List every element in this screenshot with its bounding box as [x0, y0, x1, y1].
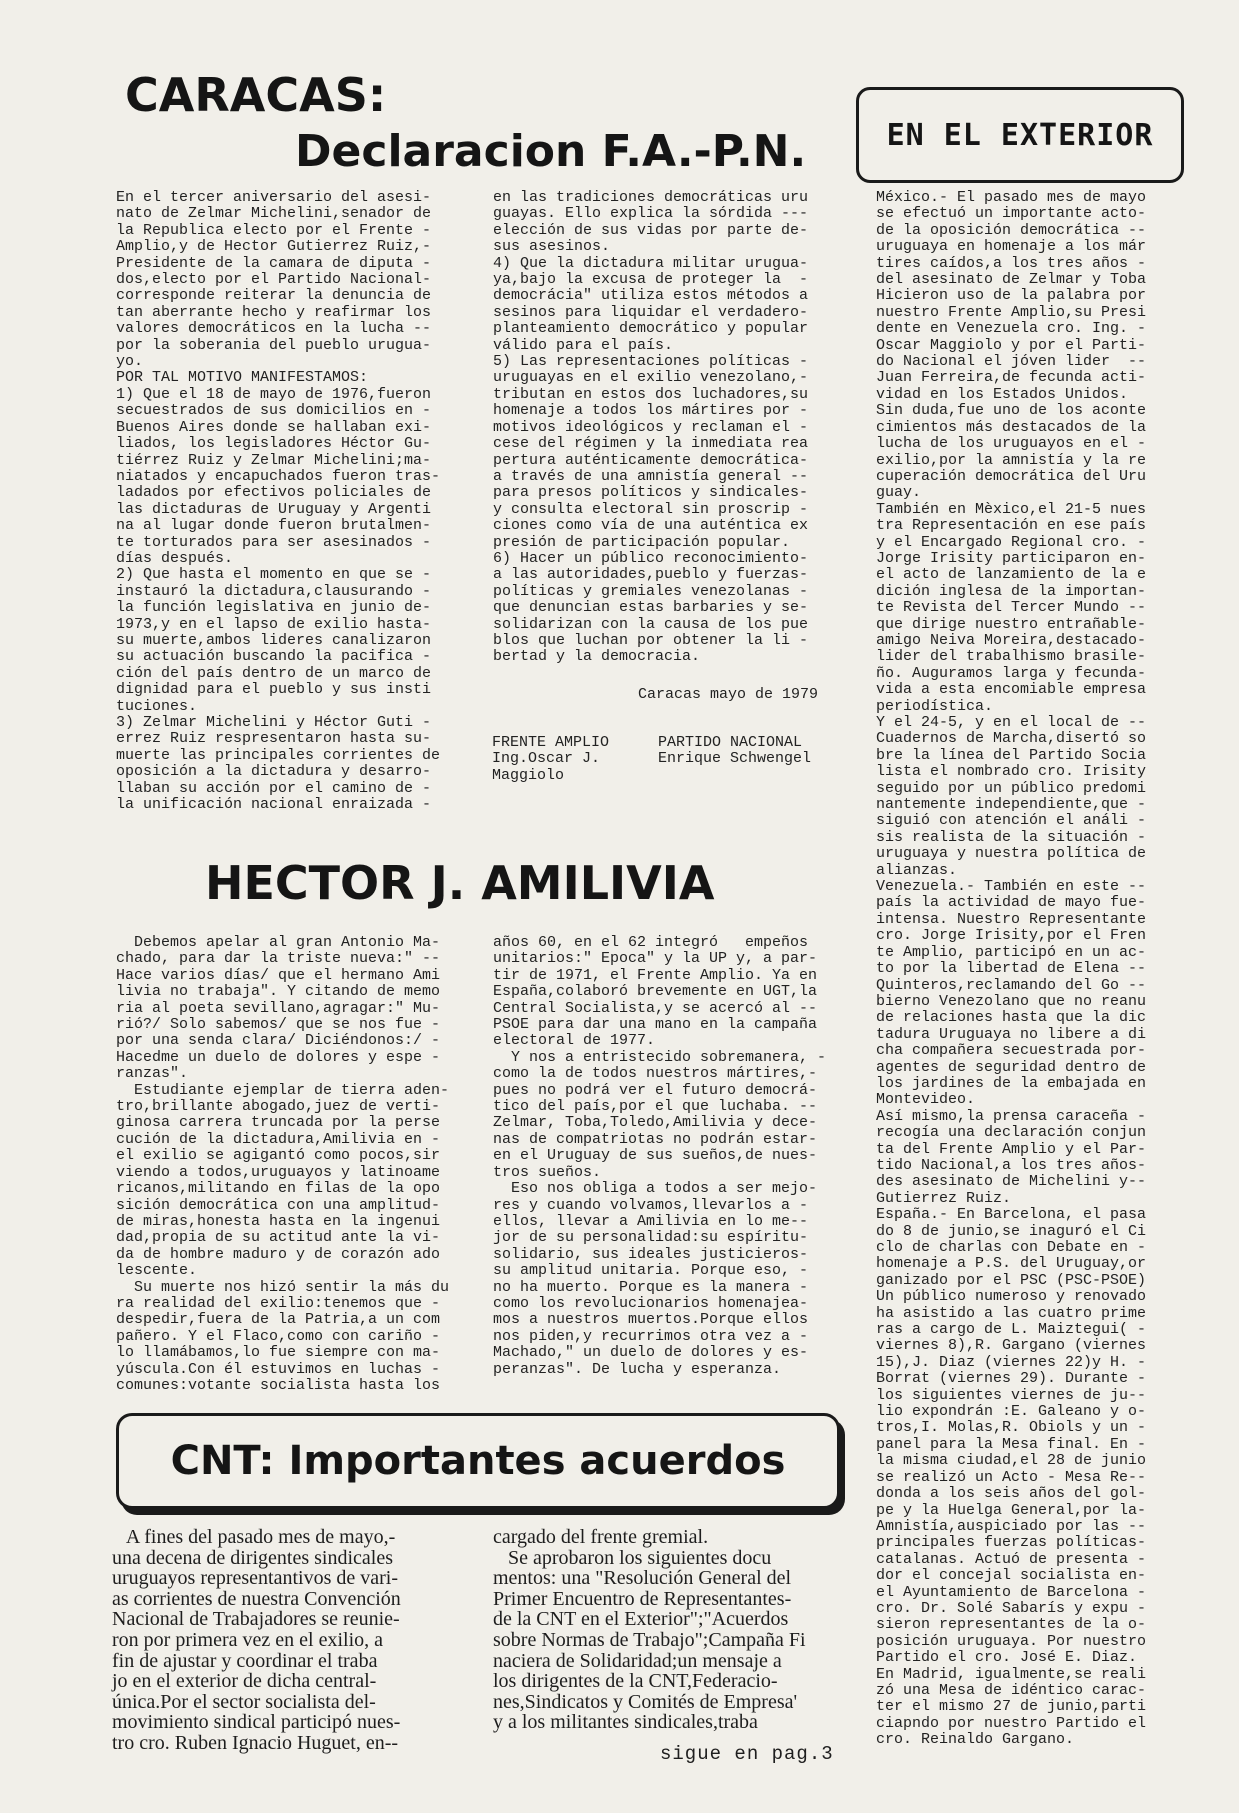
cnt-article-col1: A fines del pasado mes de mayo,- una decena de dirigentes sindicales uruguayos representantivos de vari- as corrientes de nuestra Convención Nacional de Trabajadores se reunie- ron por primera vez en el exilio, a fin de ajustar y coordinar el traba jo en el exterior de dicha central- única.Por el sector socialista del- movimiento sindical participó nues- tro cro. Ruben Ignacio Huguet, en--	[112, 1526, 401, 1754]
exterior-column-text: México.- El pasado mes de mayo se efectuó un importante acto- de la oposición democrática -- uruguaya en homenaje a los már tires caídos,a los tres años - del asesinato de Zelmar y Toba Hicieron uso de la palabra por nuestro Frente Amplio,su Presi dente en Venezuela cro. Ing. - Oscar Maggiolo y por el Parti- do Nacional el jóven lider -- Juan Ferreira,de fecunda acti- vidad en los Estados Unidos. Sin duda,fue uno de los aconte cimientos más destacados de la lucha de los uruguayos en el - exilio,por la amnistía y la re cuperación democrática del Uru guay. También en Mèxico,el 21-5 nues tra Representación en ese país y el Encargado Regional cro. - Jorge Irisity participaron en- el acto de lanzamiento de la e dición inglesa de la importan- te Revista del Tercer Mundo -- que dirige nuestro entrañable- amigo Neiva Moreira,destacado- lider del trabalhismo brasile- ño. Auguramos larga y fecunda- vida a esta encomiable empresa periodística. Y el 24-5, y en el local de -- Cuadernos de Marcha,disertó so bre la línea del Partido Socia lista el nombrado cro. Irisity seguido por un público predomi nantemente independiente,que - siguió con atención el análi - sis realista de la situación - uruguaya y nuestra política de alianzas. Venezuela.- También en este -- país la actividad de mayo fue- intensa. Nuestro Representante cro. Jorge Irisity,por el Fren te Amplio, participó en un ac- to por la libertad de Elena -- Quinteros,reclamando del Go -- bierno Venezolano que no reanu de relaciones hasta que la dic tadura Uruguaya no libere a di cha compañera secuestrada por- agentes de seguridad dentro de los jardines de la embajada en Montevideo. Así mismo,la prensa caraceña - recogía una declaración conjun ta del Frente Amplio y el Par- tido Nacional,a los tres años- des asesinato de Michelini y-- Gutierrez Ruiz. España.- En Barcelona, el pasa do 8 de junio,se inaguró el Ci clo de charlas con Debate en - homenaje a P.S. del Uruguay,or ganizado por el PSC (PSC-PSOE) Un público numeroso y renovado ha asistido a las cuatro prime ras a cargo de L. Maiztegui( - viernes 8),R. Gargano (viernes 15),J. Diaz (viernes 22)y H. - Borrat (viernes 29). Durante - los siguientes viernes de ju-- lio expondrán :E. Galeano y o- tros,I. Molas,R. Obiols y un - panel para la Mesa final. En - la misma ciudad,el 28 de junio se realizó un Acto - Mesa Re-- donda a los seis años del gol- pe y la Huelga General,por la- Amnistía,auspiciado por las -- principales fuerzas políticas- catalanas. Actuó de presenta - dor el concejal socialista en- el Ayuntamiento de Barcelona - cro. Dr. Solé Sabarís y expu - sieron representantes de la o- posición uruguaya. Por nuestro Partido el cro. José E. Diaz. En Madrid, igualmente,se reali zó una Mesa de idéntico carac- ter el mismo 27 de junio,parti ciapndo por nuestro Partido el cro. Reinaldo Gargano.	[876, 189, 1147, 1749]
caracas-date-line: Caracas mayo de 1979	[638, 686, 819, 703]
caracas-article-col1: En el tercer aniversario del asesi- nato de Zelmar Michelini,senador de la Republica electo por el Frente - Amplio,y de Hector Gutierrez Ruiz,- Presidente de la camara de diputa - dos,electo por el Partido Nacional- corresponde reiterar la denuncia de tan aberrante hecho y reafirmar los valores democráticos en la lucha -- por la soberania del pueblo urugua- yo. POR TAL MOTIVO MANIFESTAMOS: 1) Que el 18 de mayo de 1976,fueron secuestrados de sus domicilios en - Buenos Aires donde se hallaban exi- liados, los legisladores Héctor Gu- tiérrez Ruiz y Zelmar Michelini;ma- niatados y encapuchados fueron tras- ladados por efectivos policiales de las dictaduras de Uruguay y Argenti na al lugar donde fueron brutalmen- te torturados para ser asesinados - días después. 2) Que hasta el momento en que se - instauró la dictadura,clausurando - la función legislativa en junio de- 1973,y en el lapso de exilio hasta- su muerte,ambos lideres canalizaron su actuación buscando la pacifica - ción del país dentro de un marco de dignidad para el pueblo y sus insti tuciones. 3) Zelmar Michelini y Héctor Guti - errez Ruiz respresentaron hasta su- muerte las principales corrientes de oposición a la dictadura y desarro- llaban su acción por el camino de - la unificación nacional enraizada -	[116, 189, 441, 814]
caracas-article-col2: en las tradiciones democráticas uru guayas. Ello explica la sórdida --- elección de sus vidas por parte de- sus asesinos. 4) Que la dictadura militar urugua- ya,bajo la excusa de proteger la - democrácia" utiliza estos métodos a sesinos para liquidar el verdadero- planteamiento democrático y popular válido para el país. 5) Las representaciones políticas - uruguayas en el exilio venezolano,- tributan en estos dos luchadores,su homenaje a todos los mártires por - motivos ideológicos y reclaman el - cese del régimen y la inmediata rea pertura auténticamente democrática- a través de una amnistía general -- para presos políticos y sindicales- y consulta electoral sin proscrip - ciones como vía de una auténtica ex presión de participación popular. 6) Hacer un público reconocimiento- a las autoridades,pueblo y fuerzas- políticas y gremiales venezolanas - que denuncian estas barbaries y se- solidarizan con la causa de los pue blos que luchan por obtener la li - bertad y la democracia.	[493, 189, 809, 666]
section-box-exterior	[856, 87, 1184, 183]
signature-partido-nacional: PARTIDO NACIONAL Enrique Schwengel	[658, 734, 812, 768]
hector-article-col1: Debemos apelar al gran Antonio Ma- chado, para dar la triste nueva:" -- Hace varios días/ que el hermano Ami livia no trabaja". Y citando de memo ria al poeta sevillano,agragar:" Mu- rió?/ Solo sabemos/ que se nos fue - por una senda clara/ Diciéndonos:/ - Hacedme un duelo de dolores y espe - ranzas". Estudiante ejemplar de tierra aden- tro,brillante abogado,juez de verti- ginosa carrera truncada por la perse cución de la dictadura,Amilivia en - el exilio se agigantó como pocos,sir viendo a todos,uruguayos y latinoame ricanos,militando en filas de la opo sición democrática con una amplitud- de miras,honesta hasta en la ingenui dad,propia de su actitud ante la vi- da de hombre maduro y de corazón ado lescente. Su muerte nos hizó sentir la más du ra realidad del exilio:tenemos que - despedir,fuera de la Patria,a un com pañero. Y el Flaco,como con cariño - lo llamábamos,lo fue siempre con ma- yúscula.Con él estuvimos en luchas - comunes:votante socialista hasta los	[116, 934, 450, 1394]
headline-box-cnt	[116, 1413, 840, 1509]
continued-on-page-note: sigue en pag.3	[660, 1743, 834, 1765]
section-title-exterior: EN EL EXTERIOR	[886, 117, 1154, 153]
signature-frente-amplio: FRENTE AMPLIO Ing.Oscar J. Maggiolo	[492, 734, 610, 784]
hector-article-col2: años 60, en el 62 integró empeños unitarios:" Epoca" y la UP y, a par- tir de 1971, el Frente Amplio. Ya en España,colaboró brevemente en UGT,la Central Socialista,y se acercó al -- PSOE para dar una mano en la campaña electoral de 1977. Y nos a entristecido sobremanera, - como la de todos nuestros mártires,- pues no podrá ver el futuro democrá- tico del país,por el que luchaba. -- Zelmar, Toba,Toledo,Amilivia y dece- nas de compatriotas no podrán estar- en el Uruguay de sus sueños,de nues- tros sueños. Eso nos obliga a todos a ser mejo- res y cuando volvamos,llevarlos a - ellos, llevar a Amilivia en lo me-- jor de su personalidad:su espíritu- solidario, sus ideales justicieros- su amplitud unitaria. Porque eso, - no ha muerto. Porque es la manera - como los revolucionarios homenajea- mos a nuestros muertos.Porque ellos nos piden,y recurrimos otra vez a - Machado," un duelo de dolores y es- peranzas". De lucha y esperanza.	[493, 934, 827, 1378]
headline-hector-amilivia: HECTOR J. AMILIVIA	[205, 856, 715, 910]
headline-declaracion: Declaracion F.A.-P.N.	[295, 126, 807, 177]
headline-cnt: CNT: Importantes acuerdos	[170, 1438, 786, 1484]
headline-caracas: CARACAS:	[125, 68, 387, 122]
cnt-article-col2: cargado del frente gremial. Se aprobaron los siguientes docu mentos: una "Resolución General del Primer Encuentro de Representantes- de la CNT en el Exterior";"Acuerdos sobre Normas de Trabajo";Campaña Fi naciera de Solidaridad;un mensaje a los dirigentes de la CNT,Federacio- nes,Sindicatos y Comités de Empresa' y a los militantes sindicales,traba	[493, 1526, 806, 1734]
